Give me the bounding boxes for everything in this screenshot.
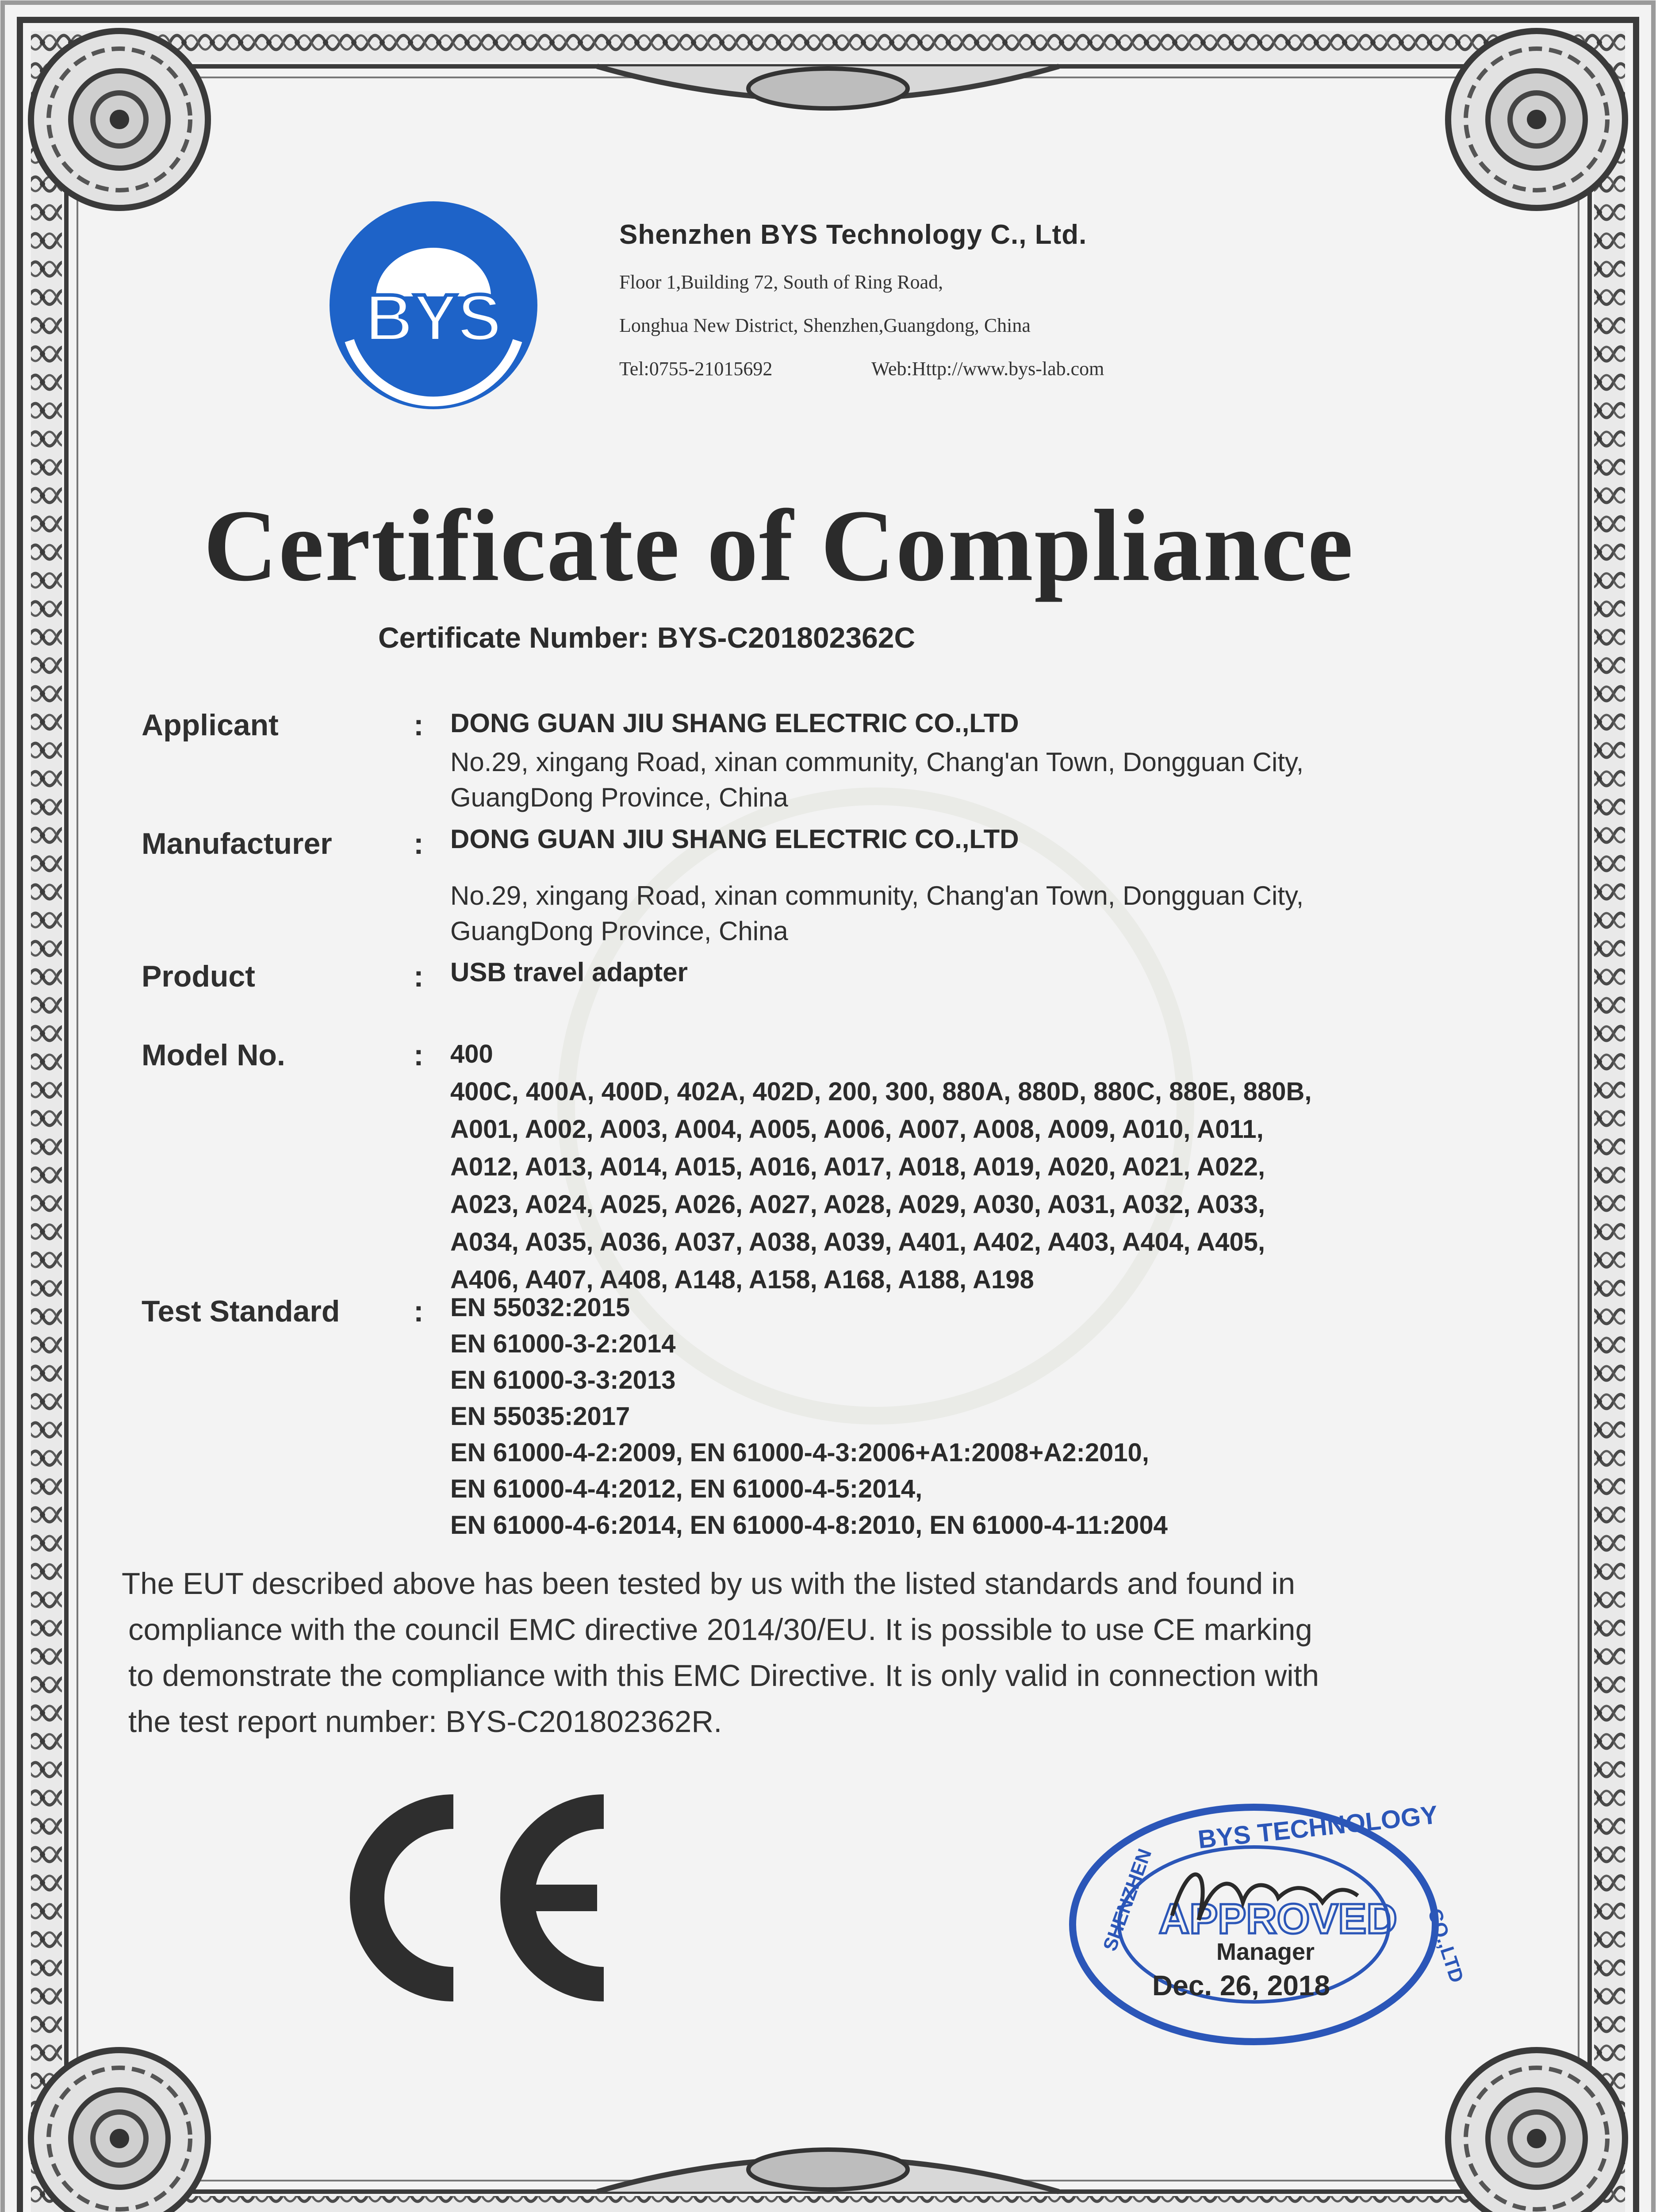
stamp-approved: APPROVED <box>1159 1895 1397 1943</box>
ce-mark-icon <box>325 1787 621 2008</box>
statement-line: The EUT described above has been tested by us with the listed standards and found in <box>122 1567 1296 1601</box>
statement-line: compliance with the council EMC directive 2014/30/EU. It is possible to use CE marking <box>128 1613 1312 1647</box>
stamp-role: Manager <box>1216 1939 1315 1965</box>
product-label: Product <box>142 960 255 993</box>
stamp-ring-left: SHENZHEN <box>1099 1846 1156 1954</box>
applicant-address-line1: No.29, xingang Road, xinan community, Chang'an Town, Dongguan City, <box>450 747 1304 777</box>
applicant-colon: : <box>414 708 424 742</box>
standard-line: EN 61000-4-4:2012, EN 61000-4-5:2014, <box>450 1475 923 1503</box>
bys-logo <box>323 195 544 416</box>
manufacturer-address-line2: GuangDong Province, China <box>450 916 788 946</box>
standard-line: EN 61000-4-2:2009, EN 61000-4-3:2006+A1:2008+A2:2010, <box>450 1438 1149 1467</box>
stamp-seal <box>1066 1800 1468 2048</box>
manufacturer-address-line1: No.29, xingang Road, xinan community, Chang'an Town, Dongguan City, <box>450 881 1304 910</box>
applicant-name: DONG GUAN JIU SHANG ELECTRIC CO.,LTD <box>450 708 1019 738</box>
model-line: A023, A024, A025, A026, A027, A028, A029, A030, A031, A032, A033, <box>450 1190 1265 1219</box>
standard-line: EN 55032:2015 <box>450 1293 630 1322</box>
standard-line: EN 55035:2017 <box>450 1402 630 1431</box>
model-list <box>450 1035 1312 1298</box>
statement-line: the test report number: BYS-C201802362R. <box>128 1705 722 1739</box>
standard-line: EN 61000-3-3:2013 <box>450 1366 676 1394</box>
approval-stamp <box>1066 1800 1468 2048</box>
stamp-ring-right: CO.,LTD <box>1423 1906 1468 1985</box>
globe-icon <box>323 195 544 416</box>
company-tel: Tel:0755-21015692 <box>619 358 773 380</box>
company-address-line2: Longhua New District, Shenzhen,Guangdong, China <box>619 315 1031 336</box>
certificate-title: Certificate of Compliance <box>203 489 1354 603</box>
manufacturer-label: Manufacturer <box>142 827 332 860</box>
compliance-statement <box>122 1561 1319 1745</box>
model-line: A012, A013, A014, A015, A016, A017, A018, A019, A020, A021, A022, <box>450 1152 1265 1181</box>
standard-colon: : <box>414 1294 424 1328</box>
standard-label: Test Standard <box>142 1294 340 1328</box>
applicant-address-line2: GuangDong Province, China <box>450 783 788 812</box>
company-address-line1: Floor 1,Building 72, South of Ring Road, <box>619 271 943 293</box>
standard-line: EN 61000-3-2:2014 <box>450 1329 676 1358</box>
standard-line: EN 61000-4-6:2014, EN 61000-4-8:2010, EN 61000-4-11:2004 <box>450 1511 1168 1540</box>
model-colon: : <box>414 1038 424 1072</box>
manufacturer-colon: : <box>414 827 424 860</box>
model-line: 400C, 400A, 400D, 402A, 402D, 200, 300, 880A, 880D, 880C, 880E, 880B, <box>450 1077 1312 1106</box>
certificate-number: Certificate Number: BYS-C201802362C <box>378 621 916 654</box>
company-name: Shenzhen BYS Technology C., Ltd. <box>619 219 1087 250</box>
model-line: A001, A002, A003, A004, A005, A006, A007, A008, A009, A010, A011, <box>450 1115 1264 1144</box>
standard-list <box>450 1290 1168 1544</box>
model-line: A406, A407, A408, A148, A158, A168, A188, A198 <box>450 1265 1034 1294</box>
stamp-date: Dec. 26, 2018 <box>1152 1970 1330 2001</box>
statement-line: to demonstrate the compliance with this EMC Directive. It is only valid in connection with <box>128 1659 1319 1693</box>
company-web: Web:Http://www.bys-lab.com <box>871 358 1104 380</box>
logo-text: BYS <box>365 280 502 355</box>
applicant-label: Applicant <box>142 708 279 742</box>
model-label: Model No. <box>142 1038 285 1072</box>
ce-mark <box>325 1787 621 2008</box>
stamp-ring-top: BYS TECHNOLOGY <box>1196 1800 1439 1854</box>
product-colon: : <box>414 960 424 993</box>
product-value: USB travel adapter <box>450 957 688 987</box>
model-line: A034, A035, A036, A037, A038, A039, A401, A402, A403, A404, A405, <box>450 1228 1265 1256</box>
model-line: 400 <box>450 1040 493 1068</box>
manufacturer-name: DONG GUAN JIU SHANG ELECTRIC CO.,LTD <box>450 824 1019 854</box>
